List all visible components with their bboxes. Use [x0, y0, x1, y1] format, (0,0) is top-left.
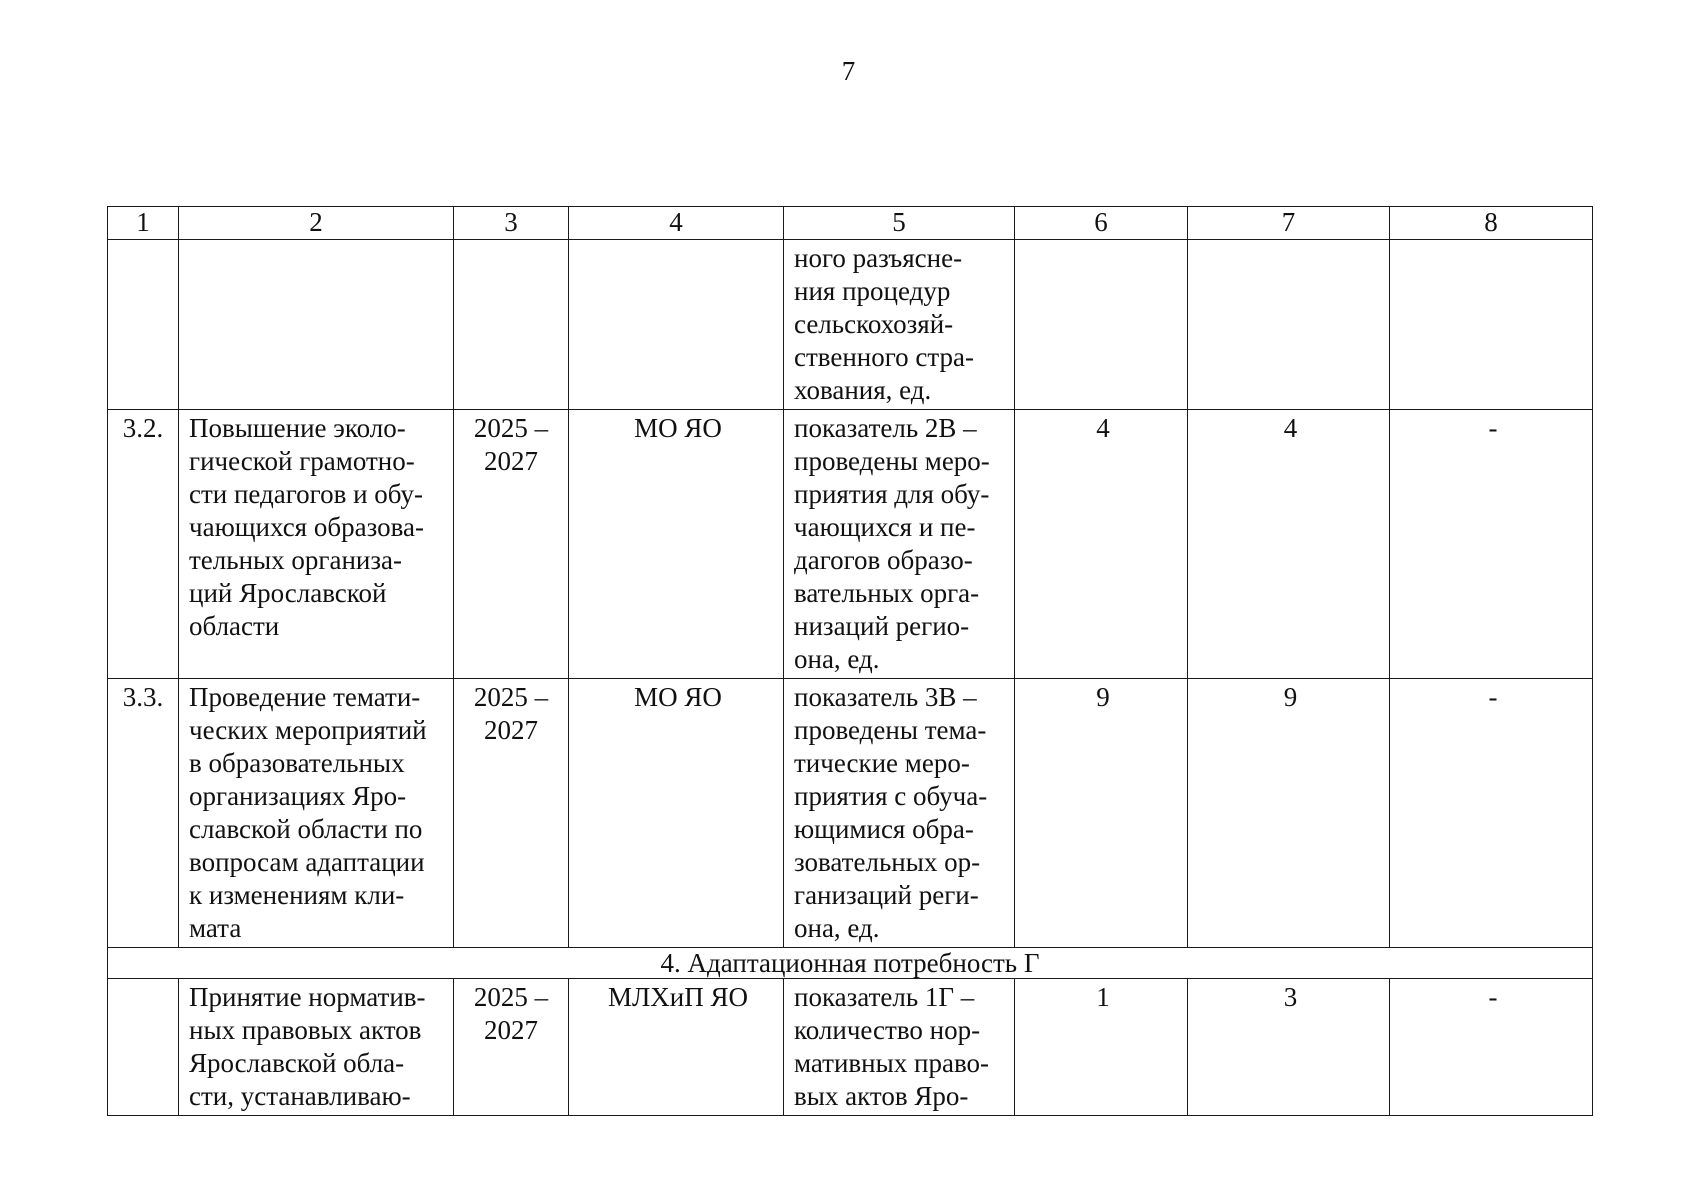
period-cell: 2025 – 2027 — [454, 979, 569, 1116]
value-6-cell — [1015, 240, 1188, 410]
value-8-cell: - — [1390, 410, 1593, 679]
value-8-cell — [1390, 240, 1593, 410]
period-cell — [454, 240, 569, 410]
row-number-cell: 3.3. — [108, 679, 179, 948]
period-cell: 2025 – 2027 — [454, 679, 569, 948]
page-number: 7 — [841, 56, 856, 86]
event-cell: Проведение темати- ческих мероприятий в образовательных организациях Яро- славской области по вопросам адаптации к изменениям кли- мата — [179, 679, 454, 948]
section-title: 4. Адаптационная потребность Г — [108, 948, 1593, 979]
column-header: 7 — [1188, 207, 1390, 240]
indicator-cell: показатель 3В – проведены тема- тические меро- приятия с обуча- ющимися обра- зовательных ор- ганизаций реги- она, ед. — [784, 679, 1015, 948]
executor-cell: МЛХиП ЯО — [569, 979, 784, 1116]
value-6-cell: 9 — [1015, 679, 1188, 948]
column-header: 2 — [179, 207, 454, 240]
table-row — [108, 240, 1593, 410]
column-header: 6 — [1015, 207, 1188, 240]
event-cell: Принятие норматив- ных правовых актов Ярославской обла- сти, устанавливаю- — [179, 979, 454, 1116]
executor-cell — [569, 240, 784, 410]
section-row — [108, 948, 1593, 979]
column-header: 4 — [569, 207, 784, 240]
period-cell: 2025 – 2027 — [454, 410, 569, 679]
value-8-cell: - — [1390, 679, 1593, 948]
column-number-row — [108, 207, 1593, 240]
value-8-cell: - — [1390, 979, 1593, 1116]
table-row — [108, 410, 1593, 679]
executor-cell: МО ЯО — [569, 679, 784, 948]
event-cell: Повышение эколо- гической грамотно- сти педагогов и обу- чающихся образова- тельных организа- ций Ярославской области — [179, 410, 454, 679]
column-header: 1 — [108, 207, 179, 240]
column-header: 8 — [1390, 207, 1593, 240]
value-7-cell: 3 — [1188, 979, 1390, 1116]
column-header: 5 — [784, 207, 1015, 240]
value-7-cell — [1188, 240, 1390, 410]
row-number-cell — [108, 979, 179, 1116]
table-row — [108, 679, 1593, 948]
row-number-cell — [108, 240, 179, 410]
value-7-cell: 4 — [1188, 410, 1390, 679]
column-header: 3 — [454, 207, 569, 240]
value-6-cell: 4 — [1015, 410, 1188, 679]
value-7-cell: 9 — [1188, 679, 1390, 948]
indicator-cell: ного разъясне- ния процедур сельскохозяй- ственного стра- хования, ед. — [784, 240, 1015, 410]
event-cell — [179, 240, 454, 410]
value-6-cell: 1 — [1015, 979, 1188, 1116]
measures-table — [107, 206, 1593, 1116]
executor-cell: МО ЯО — [569, 410, 784, 679]
indicator-cell: показатель 1Г – количество нор- мативных право- вых актов Яро- — [784, 979, 1015, 1116]
indicator-cell: показатель 2В – проведены меро- приятия для обу- чающихся и пе- дагогов образо- вательных орга- низаций регио- она, ед. — [784, 410, 1015, 679]
table-row — [108, 979, 1593, 1116]
row-number-cell: 3.2. — [108, 410, 179, 679]
